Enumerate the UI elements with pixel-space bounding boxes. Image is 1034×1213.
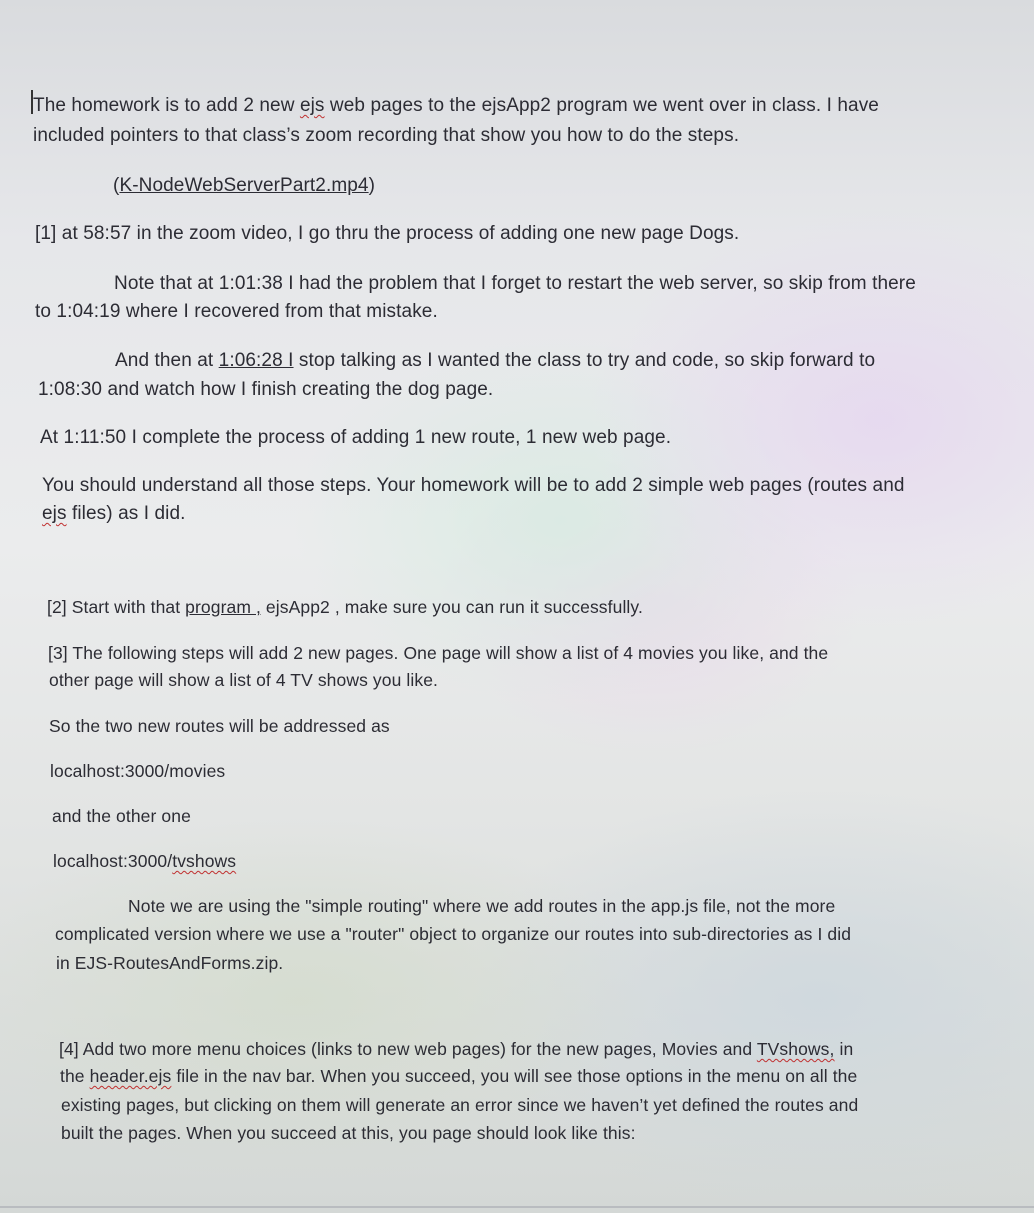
video-link-line <box>113 174 375 198</box>
ejs-spellcheck-word: ejs <box>42 503 67 524</box>
note-2-line-2: 1:08:30 and watch how I finish creating the dog page. <box>38 379 494 400</box>
step-4-text: the <box>60 1066 90 1086</box>
step-4-text: [4] Add two more menu choices (links to new web pages) for the new pages, Movies and <box>59 1039 757 1059</box>
intro-line-2: included pointers to that class’s zoom recording that show you how to do the steps. <box>33 125 740 146</box>
paren: ) <box>368 175 376 196</box>
routes-intro: So the two new routes will be addressed as <box>49 716 390 736</box>
tvshows-spellcheck-word: tvshows <box>172 851 237 871</box>
understand-line-2 <box>42 502 186 526</box>
note-1-line-1: Note that at 1:01:38 I had the problem that I forget to restart the web server, so skip from there <box>114 273 916 294</box>
step-4-text: file in the nav bar. When you succeed, you will see those options in the menu on all the <box>171 1066 858 1086</box>
step-4-line-3: existing pages, but clicking on them will generate an error since we haven’t yet defined the routes and <box>61 1095 859 1115</box>
understand-text: files) as I did. <box>66 503 186 524</box>
route-tvshows <box>53 849 236 873</box>
intro-text: The homework is to add 2 new <box>33 95 300 116</box>
step-4-line-4: built the pages. When you succeed at this, you page should look like this: <box>61 1123 636 1143</box>
step-3-line-1: [3] The following steps will add 2 new pages. One page will show a list of 4 movies you like, and the <box>48 643 829 663</box>
note-3-line-3: in EJS-RoutesAndForms.zip. <box>56 953 284 973</box>
video-recording-link[interactable]: K-NodeWebServerPart2.mp4 <box>119 175 369 196</box>
note-1-line-2: to 1:04:19 where I recovered from that mistake. <box>35 301 438 322</box>
step-4-text: in <box>834 1039 854 1059</box>
step-2-text: ejsApp2 , make sure you can run it successfully. <box>260 597 643 617</box>
step-2-text: [2] Start with that <box>47 597 186 617</box>
route-text: localhost:3000/ <box>53 851 173 871</box>
tvshows-spellcheck-word: TVshows, <box>756 1039 835 1059</box>
intro-text: web pages to the ejsApp2 program we went over in class. I have <box>324 95 879 116</box>
page-bottom-edge <box>0 1206 1034 1208</box>
intro-line-1 <box>33 94 879 118</box>
note-text: stop talking as I wanted the class to try and code, so skip forward to <box>293 350 876 371</box>
step-1: [1] at 58:57 in the zoom video, I go thru the process of adding one new page Dogs. <box>35 223 740 244</box>
paren: ( <box>113 175 120 196</box>
complete-route-line: At 1:11:50 I complete the process of adding 1 new route, 1 new web page. <box>40 427 672 448</box>
understand-line-1: You should understand all those steps. Your homework will be to add 2 simple web pages (routes and <box>42 475 905 496</box>
and-other-one: and the other one <box>52 806 191 826</box>
timestamp-link[interactable]: 1:06:28 I <box>218 350 294 371</box>
route-movies: localhost:3000/movies <box>50 761 226 781</box>
step-4-line-1 <box>59 1037 853 1061</box>
header-ejs-spellcheck-word: header.ejs <box>89 1066 172 1086</box>
note-text: And then at <box>115 350 219 371</box>
note-2-line-1 <box>115 349 875 373</box>
step-3-line-2: other page will show a list of 4 TV shows you like. <box>49 670 438 690</box>
step-2 <box>47 595 643 619</box>
note-3-line-1: Note we are using the "simple routing" where we add routes in the app.js file, not the more <box>128 896 836 916</box>
ejs-spellcheck-word: ejs <box>299 95 325 116</box>
program-link[interactable]: program , <box>185 597 261 617</box>
step-4-line-2 <box>60 1064 857 1088</box>
note-3-line-2: complicated version where we use a "router" object to organize our routes into sub-directories as I did <box>55 924 852 944</box>
